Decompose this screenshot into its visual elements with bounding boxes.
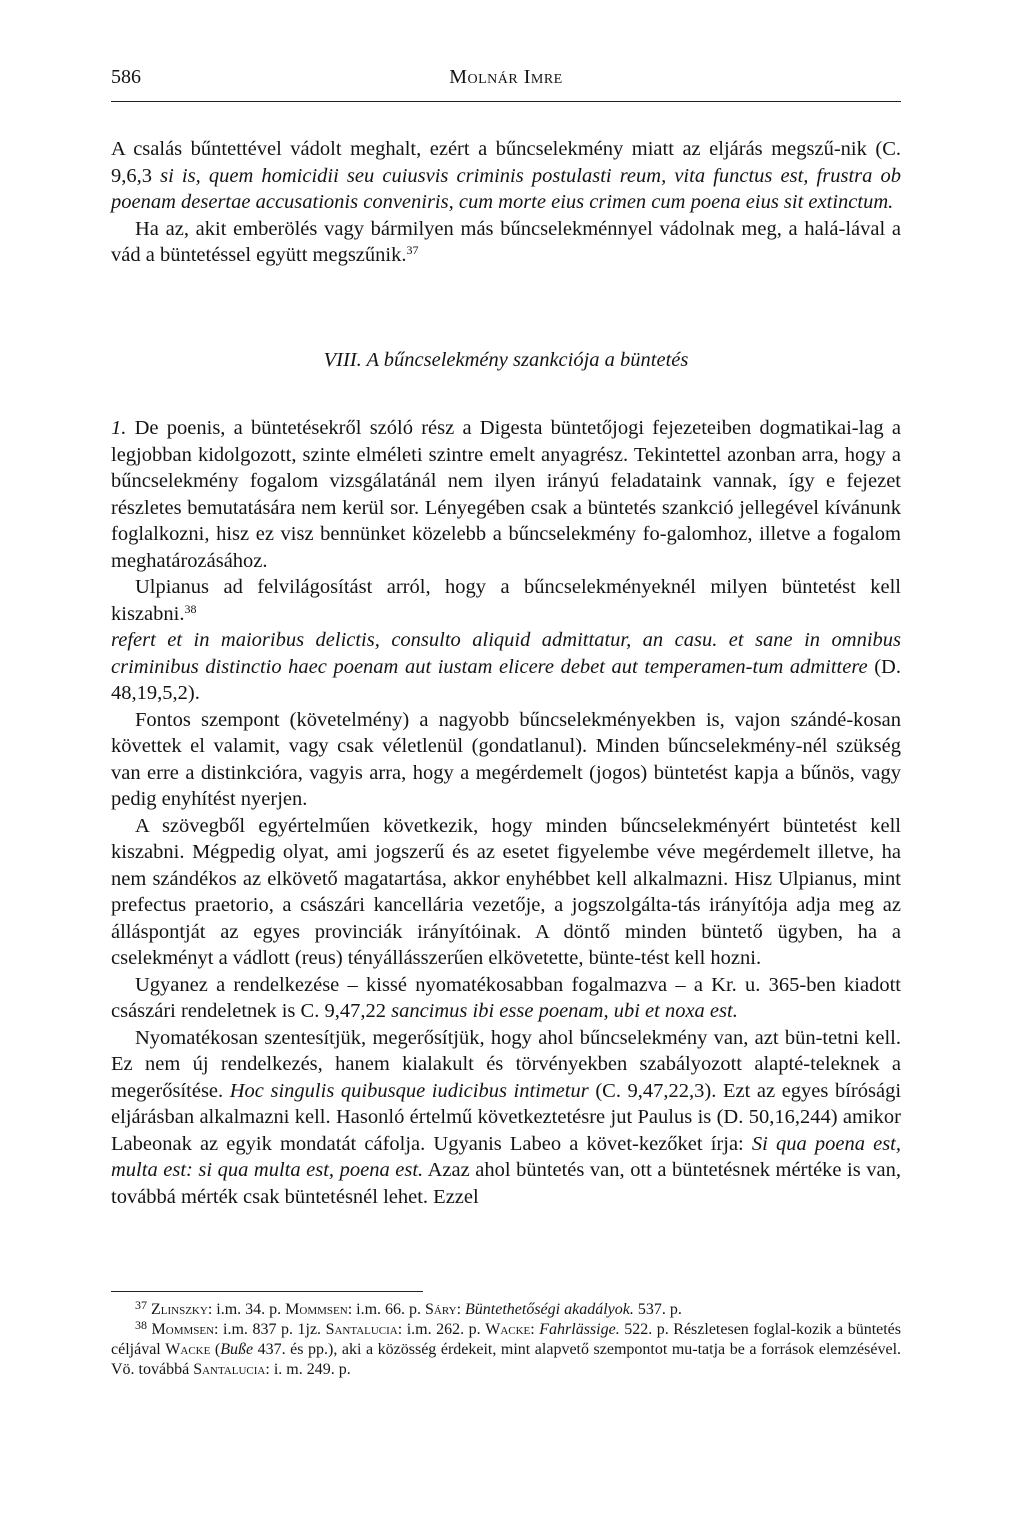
page-number: 586 xyxy=(111,66,141,88)
footnotes xyxy=(111,1300,901,1380)
paragraph-6: Fontos szempont (követelmény) a nagyobb bűncselekményekben is, vajon szándé-kosan követtek el valamit, vagy csak véletlenül (gondatlanul). Minden bűncselekmény-nél szükség van erre a distinkcióra, vagyis arra, hogy a megérdemelt (jogos) büntetést kapja a bűnös, vagy pedig enyhítést nyerjen. xyxy=(111,708,901,810)
footnote-37: $^{37}$ Zlinszky: i.m. 34. p. Mommsen: i.m. 66. p. Sáry: Büntethetőségi akadályok. 537. p. xyxy=(135,1298,682,1318)
footnote-ref-38: 38 xyxy=(184,601,197,616)
paragraph-9: Nyomatékosan szentesítjük, megerősítjük, hogy ahol bűncselekmény van, azt bün-tetni kell. Ez nem új rendelkezés, hanem kialakult és törvényekben szabályozott alapté-teleknek a megerősítése. Hoc singulis quibusque iudicibus intimetur (C. 9,47,22,3). Ezt az egyes bírósági eljárásban alkalmazni kell. Hasonló értelmű következtetésre jut Paulus is (D. 50,16,244) amikor Labeonak az egyik mondatát cáfolja. Ugyanis Labeo a követ-kezőket írja: Si qua poena est, multa est: si qua multa est, poena est. Azaz ahol büntetés van, ott a büntetésnek mértéke is van, továbbá mérték csak büntetésnél lehet. Ezzel xyxy=(111,1026,902,1208)
footnote-ref-37: 37 xyxy=(406,243,419,257)
paragraph-5-quote: refert et in maioribus delictis, consulto aliquid admittatur, an casu. et sane in omnibus criminibus distinctio haec poenam aut iustam elicere debet aut temperamen-tum admittere (D. 48,19,5,2). xyxy=(111,629,901,704)
footnote-rule xyxy=(111,1291,423,1292)
main-text xyxy=(111,136,901,1210)
paragraph-4: Ulpianus ad felvilágosítást arról, hogy a bűncselekményeknél milyen büntetést kell kiszabni.$^{38}$ xyxy=(111,576,901,625)
paragraph-3: 1. De poenis, a büntetésekről szóló rész a Digesta büntetőjogi fejezeteiben dogmatikai-lag a legjobban kidolgozott, szinte elméleti szintre emelt anyagrész. Tekintettel azonban arra, hogy a bűncselekmény fogalom vizsgálatánál nem ilyen irányú feladataink vannak, így e fejezet részletes bemutatására nem kerül sor. Lényegében csak a büntetés szankció jellegével kívánunk foglalkozni, hisz ez visz bennünket közelebb a bűncselekmény fo-galomhoz, illetve a fogalom meghatározásához. xyxy=(111,417,901,572)
running-header xyxy=(111,66,901,96)
paragraph-2: Ha az, akit emberölés vagy bármilyen más bűncselekménnyel vádolnak meg, a halá-lával a vád a büntetéssel együtt megszűnik.$^{37}$ xyxy=(111,217,901,266)
paragraph-1: A csalás bűntettével vádolt meghalt, ezért a bűncselekmény miatt az eljárás megszű-nik (C. 9,6,3 si is, quem homicidii seu cuiusvis criminis postulasti reum, vita functus est, frustra ob poenam desertae accusationis conveniris, cum morte eius crimen cum poena eius sit extinctum. xyxy=(111,138,901,213)
section-heading: VIII. A bűncselekmény szankciója a büntetés xyxy=(323,348,689,371)
paragraph-8: Ugyanez a rendelkezése – kissé nyomatékosabban fogalmazva – a Kr. u. 365-ben kiadott császári rendeletnek is C. 9,47,22 sancimus ibi esse poenam, ubi et noxa est. xyxy=(111,973,901,1022)
footnote-38: $^{38}$ Mommsen: i.m. 837 p. 1jz. Santalucia: i.m. 262. p. Wacke: Fahrlässige. 522. p. Részletesen foglal-kozik a büntetés céljával Wacke (Buße 437. és pp.), aki a közösség érdekeit, mint alapvető szempontot mu-tatja be a források elemzésével. Vö. továbbá Santalucia: i. m. 249. p. xyxy=(111,1318,902,1378)
header-rule xyxy=(111,101,901,102)
running-head-author: Molnár Imre xyxy=(449,66,563,88)
paragraph-7: A szövegből egyértelműen következik, hogy minden bűncselekményért büntetést kell kiszabni. Mégpedig olyat, ami jogszerű és az esetet figyelembe véve megérdemelt illetve, ha nem szándékos az elkövető magatartása, akkor enyhébbet kell alkalmazni. Hisz Ulpianus, mint prefectus praetorio, a császári kancellária vezetője, a jogszolgálta-tás irányítója adja meg az álláspontját az egyes provinciák irányítóinak. A döntő minden büntető ügyben, ha a cselekményt a vádlott (reus) tényállásszerűen elkövetette, bünte-tést kell hozni. xyxy=(111,814,901,969)
